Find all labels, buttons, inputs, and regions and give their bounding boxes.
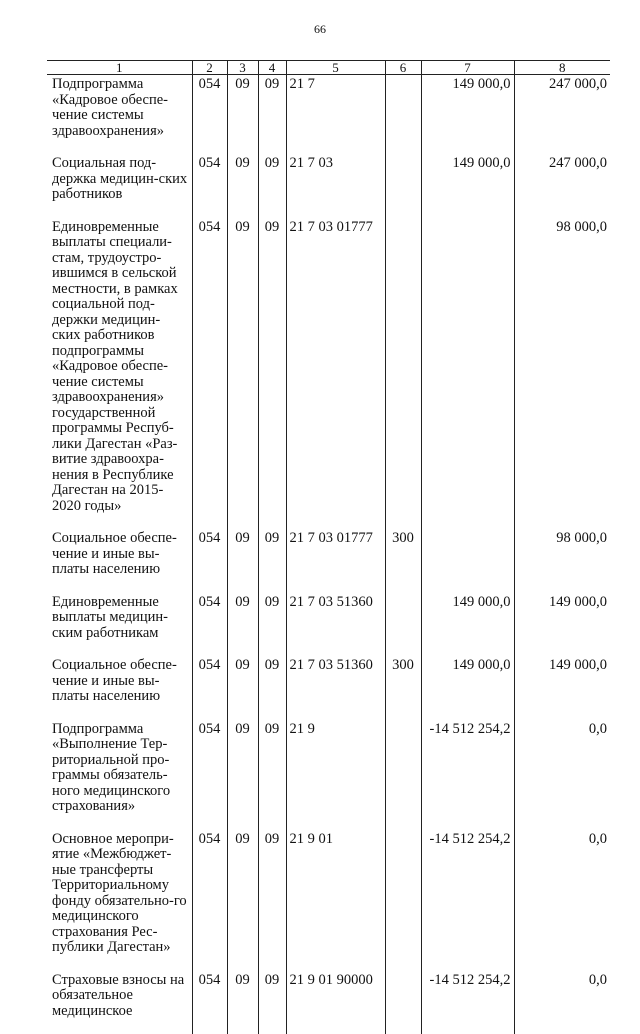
amount-total-cell: 0,0 <box>514 830 610 971</box>
target-article-cell: 21 7 03 51360 <box>286 656 385 720</box>
section-code-cell: 09 <box>227 218 258 530</box>
subsection-code-cell: 09 <box>258 656 286 720</box>
subsection-code-cell: 09 <box>258 218 286 530</box>
table-row <box>47 154 610 218</box>
item-name-cell: Страховые взносы на обязательное медицинское <box>47 971 192 1034</box>
amount-total-cell: 0,0 <box>514 720 610 830</box>
section-code-cell: 09 <box>227 593 258 657</box>
column-header: 1 <box>47 61 192 75</box>
column-header: 4 <box>258 61 286 75</box>
amount-change-cell <box>421 218 514 530</box>
ministry-code-cell: 054 <box>192 154 227 218</box>
amount-change-cell: -14 512 254,2 <box>421 830 514 971</box>
table-row <box>47 75 610 155</box>
expense-type-cell <box>385 218 421 530</box>
subsection-code-cell: 09 <box>258 593 286 657</box>
expense-type-cell <box>385 971 421 1034</box>
target-article-cell: 21 7 03 01777 <box>286 218 385 530</box>
section-code-cell: 09 <box>227 75 258 155</box>
column-header: 5 <box>286 61 385 75</box>
section-code-cell: 09 <box>227 720 258 830</box>
item-name-cell: Социальная под-держка медицин-ских работников <box>47 154 192 218</box>
table-row <box>47 720 610 830</box>
table-row <box>47 830 610 971</box>
target-article-cell: 21 9 01 90000 <box>286 971 385 1034</box>
table-row <box>47 656 610 720</box>
column-header: 8 <box>514 61 610 75</box>
subsection-code-cell: 09 <box>258 154 286 218</box>
expense-type-cell <box>385 75 421 155</box>
amount-change-cell: 149 000,0 <box>421 656 514 720</box>
amount-total-cell: 149 000,0 <box>514 593 610 657</box>
amount-change-cell: 149 000,0 <box>421 593 514 657</box>
item-name-cell: Единовременные выплаты медицин-ским работникам <box>47 593 192 657</box>
ministry-code-cell: 054 <box>192 529 227 593</box>
item-name-cell: Подпрограмма «Выполнение Тер-риториальной про-граммы обязатель-ного медицинского страхования» <box>47 720 192 830</box>
target-article-cell: 21 7 03 51360 <box>286 593 385 657</box>
subsection-code-cell: 09 <box>258 830 286 971</box>
target-article-cell: 21 7 <box>286 75 385 155</box>
subsection-code-cell: 09 <box>258 75 286 155</box>
expense-type-cell: 300 <box>385 656 421 720</box>
target-article-cell: 21 7 03 <box>286 154 385 218</box>
header-row <box>47 61 610 75</box>
amount-total-cell: 247 000,0 <box>514 75 610 155</box>
ministry-code-cell: 054 <box>192 656 227 720</box>
amount-total-cell: 149 000,0 <box>514 656 610 720</box>
ministry-code-cell: 054 <box>192 830 227 971</box>
item-name-cell: Социальное обеспе-чение и иные вы-платы населению <box>47 656 192 720</box>
subsection-code-cell: 09 <box>258 529 286 593</box>
table-row <box>47 218 610 530</box>
section-code-cell: 09 <box>227 154 258 218</box>
target-article-cell: 21 9 <box>286 720 385 830</box>
column-header: 2 <box>192 61 227 75</box>
expense-type-cell <box>385 720 421 830</box>
ministry-code-cell: 054 <box>192 75 227 155</box>
amount-total-cell: 0,0 <box>514 971 610 1034</box>
expense-type-cell <box>385 830 421 971</box>
amount-change-cell: -14 512 254,2 <box>421 971 514 1034</box>
budget-table <box>47 60 610 1034</box>
ministry-code-cell: 054 <box>192 971 227 1034</box>
subsection-code-cell: 09 <box>258 971 286 1034</box>
item-name-cell: Подпрограмма «Кадровое обеспе-чение системы здравоохранения» <box>47 75 192 155</box>
expense-type-cell <box>385 154 421 218</box>
section-code-cell: 09 <box>227 971 258 1034</box>
amount-change-cell: -14 512 254,2 <box>421 720 514 830</box>
table-row <box>47 593 610 657</box>
item-name-cell: Основное меропри-ятие «Межбюджет-ные трансферты Территориальному фонду обязательно-го медицинского страхования Рес-публики Дагестан» <box>47 830 192 971</box>
ministry-code-cell: 054 <box>192 720 227 830</box>
column-header: 3 <box>227 61 258 75</box>
amount-total-cell: 98 000,0 <box>514 218 610 530</box>
amount-change-cell <box>421 529 514 593</box>
section-code-cell: 09 <box>227 830 258 971</box>
table-row <box>47 529 610 593</box>
amount-change-cell: 149 000,0 <box>421 75 514 155</box>
column-header: 6 <box>385 61 421 75</box>
table-row <box>47 971 610 1034</box>
section-code-cell: 09 <box>227 529 258 593</box>
amount-total-cell: 247 000,0 <box>514 154 610 218</box>
page-number: 66 <box>0 22 640 37</box>
amount-change-cell: 149 000,0 <box>421 154 514 218</box>
amount-total-cell: 98 000,0 <box>514 529 610 593</box>
target-article-cell: 21 9 01 <box>286 830 385 971</box>
section-code-cell: 09 <box>227 656 258 720</box>
ministry-code-cell: 054 <box>192 218 227 530</box>
target-article-cell: 21 7 03 01777 <box>286 529 385 593</box>
expense-type-cell: 300 <box>385 529 421 593</box>
expense-type-cell <box>385 593 421 657</box>
item-name-cell: Социальное обеспе-чение и иные вы-платы населению <box>47 529 192 593</box>
column-header: 7 <box>421 61 514 75</box>
subsection-code-cell: 09 <box>258 720 286 830</box>
ministry-code-cell: 054 <box>192 593 227 657</box>
item-name-cell: Единовременные выплаты специали-стам, трудоустро-ившимся в сельской местности, в рамках социальной под-держки медицин-ских работников подпрограммы «Кадровое обеспе-чение системы здравоохранения» государственной программы Респуб-лики Дагестан «Раз-витие здравоохра-нения в Республике Дагестан на 2015-2020 годы» <box>47 218 192 530</box>
